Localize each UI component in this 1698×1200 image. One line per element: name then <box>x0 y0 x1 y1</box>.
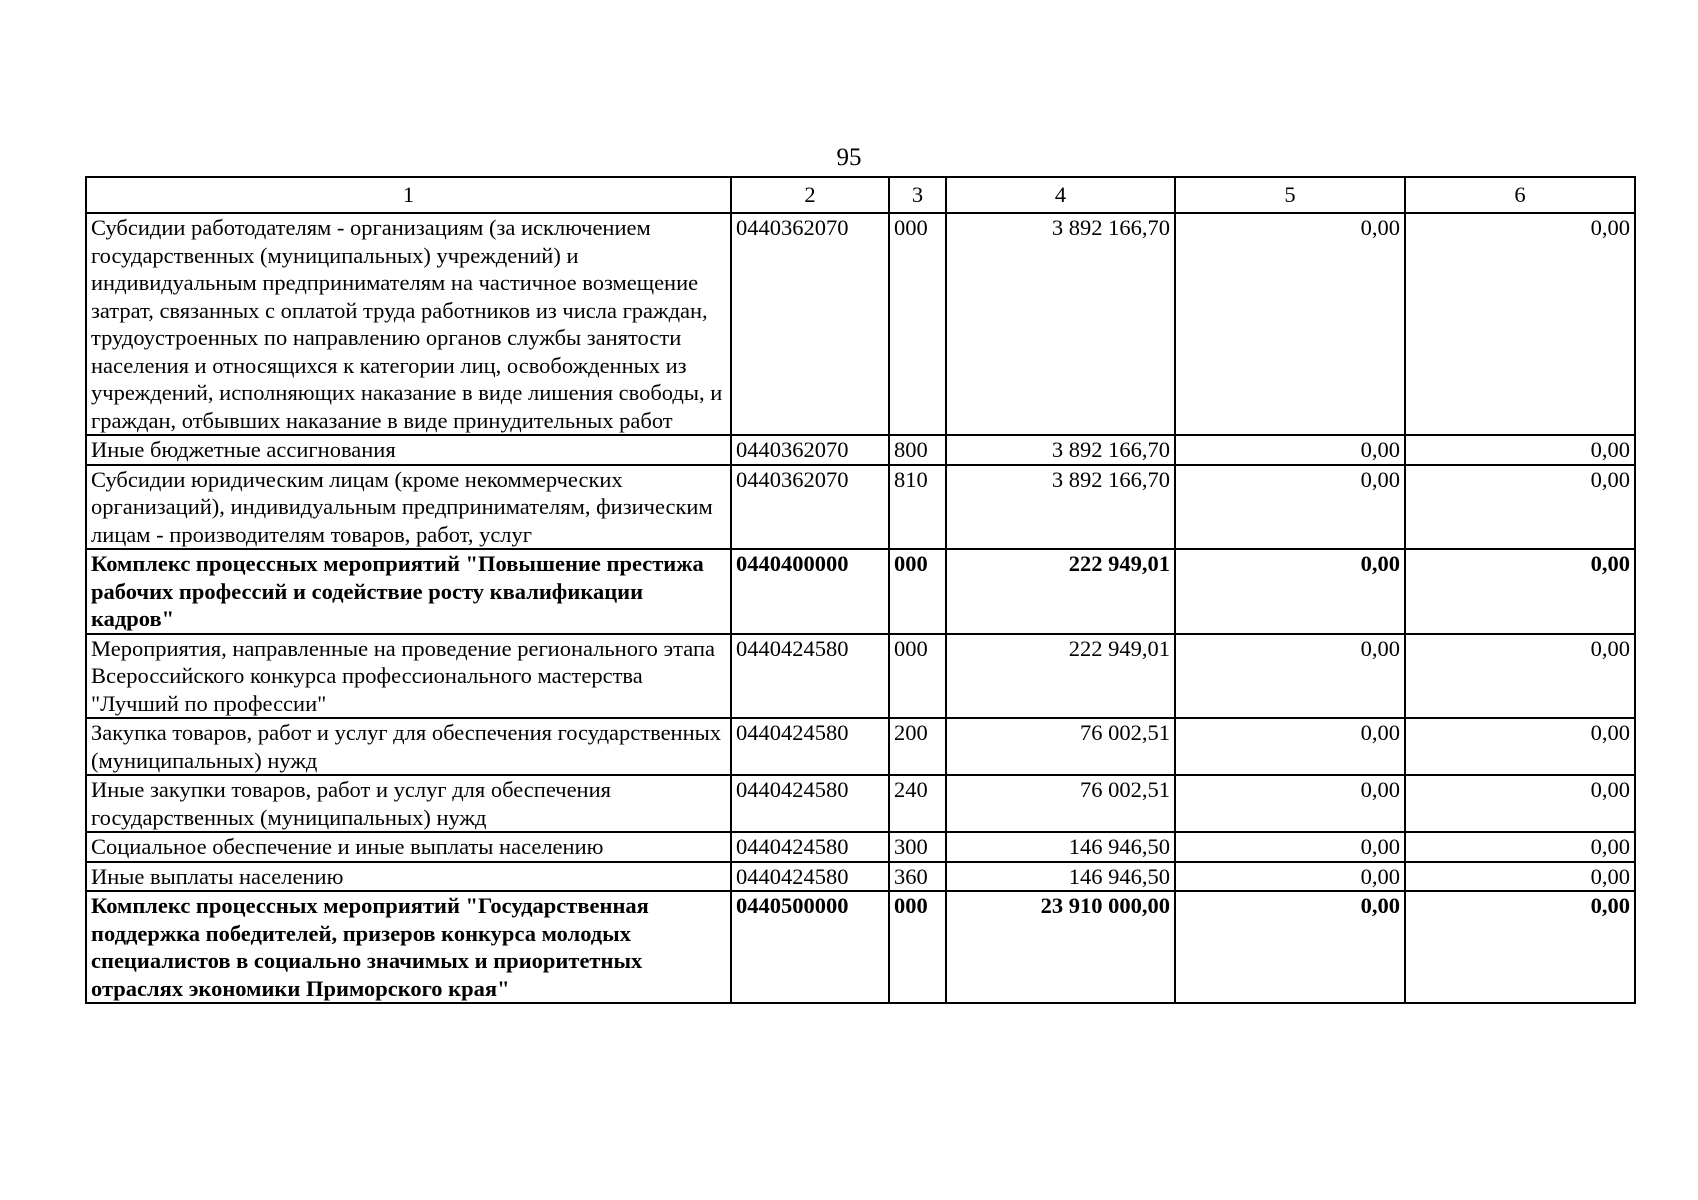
row-name: Комплекс процессных мероприятий "Государственная поддержка победителей, призеров конкурса молодых специалистов в социально значимых и приоритетных отраслях экономики Приморского края" <box>86 891 731 1003</box>
row-value-col5: 0,00 <box>1175 465 1405 550</box>
row-value-col6: 0,00 <box>1405 634 1635 719</box>
row-expense-type: 800 <box>889 435 946 465</box>
row-value-col5: 0,00 <box>1175 549 1405 634</box>
table-row <box>86 465 1635 550</box>
table-row <box>86 832 1635 862</box>
row-expense-type: 360 <box>889 862 946 892</box>
row-value-col6: 0,00 <box>1405 435 1635 465</box>
budget-table <box>85 176 1636 1004</box>
row-expense-type: 810 <box>889 465 946 550</box>
row-value-col6: 0,00 <box>1405 213 1635 435</box>
row-value-col6: 0,00 <box>1405 465 1635 550</box>
row-value-col6: 0,00 <box>1405 718 1635 775</box>
row-value-col4: 76 002,51 <box>946 775 1175 832</box>
row-value-col5: 0,00 <box>1175 891 1405 1003</box>
row-value-col4: 146 946,50 <box>946 832 1175 862</box>
row-value-col6: 0,00 <box>1405 832 1635 862</box>
row-value-col4: 76 002,51 <box>946 718 1175 775</box>
table-header-row <box>86 177 1635 213</box>
row-code: 0440424580 <box>731 832 889 862</box>
row-name: Закупка товаров, работ и услуг для обеспечения государственных (муниципальных) нужд <box>86 718 731 775</box>
column-header-2: 2 <box>731 177 889 213</box>
row-name: Мероприятия, направленные на проведение регионального этапа Всероссийского конкурса профессионального мастерства "Лучший по профессии" <box>86 634 731 719</box>
row-value-col5: 0,00 <box>1175 862 1405 892</box>
table-row <box>86 634 1635 719</box>
row-value-col4: 146 946,50 <box>946 862 1175 892</box>
column-header-3: 3 <box>889 177 946 213</box>
page-number: 95 <box>836 144 862 171</box>
row-expense-type: 000 <box>889 213 946 435</box>
row-code: 0440424580 <box>731 718 889 775</box>
table-body <box>86 213 1635 1003</box>
row-value-col5: 0,00 <box>1175 435 1405 465</box>
row-value-col4: 3 892 166,70 <box>946 213 1175 435</box>
row-code: 0440362070 <box>731 435 889 465</box>
table-row <box>86 435 1635 465</box>
row-expense-type: 000 <box>889 891 946 1003</box>
row-name: Комплекс процессных мероприятий "Повышение престижа рабочих профессий и содействие росту квалификации кадров" <box>86 549 731 634</box>
table-row <box>86 862 1635 892</box>
column-header-1: 1 <box>86 177 731 213</box>
row-value-col6: 0,00 <box>1405 862 1635 892</box>
row-name: Иные бюджетные ассигнования <box>86 435 731 465</box>
row-name: Иные выплаты населению <box>86 862 731 892</box>
row-name: Иные закупки товаров, работ и услуг для обеспечения государственных (муниципальных) нужд <box>86 775 731 832</box>
row-code: 0440424580 <box>731 775 889 832</box>
row-value-col5: 0,00 <box>1175 634 1405 719</box>
table-row <box>86 718 1635 775</box>
column-header-4: 4 <box>946 177 1175 213</box>
row-value-col6: 0,00 <box>1405 549 1635 634</box>
row-expense-type: 240 <box>889 775 946 832</box>
row-value-col5: 0,00 <box>1175 213 1405 435</box>
row-expense-type: 000 <box>889 549 946 634</box>
row-code: 0440362070 <box>731 213 889 435</box>
row-value-col4: 23 910 000,00 <box>946 891 1175 1003</box>
table-row <box>86 213 1635 435</box>
table-row <box>86 891 1635 1003</box>
table-row <box>86 775 1635 832</box>
row-value-col4: 222 949,01 <box>946 549 1175 634</box>
row-value-col6: 0,00 <box>1405 891 1635 1003</box>
row-value-col5: 0,00 <box>1175 775 1405 832</box>
row-expense-type: 000 <box>889 634 946 719</box>
row-value-col4: 3 892 166,70 <box>946 465 1175 550</box>
table-row <box>86 549 1635 634</box>
row-name: Субсидии работодателям - организациям (за исключением государственных (муниципальных) учреждений) и индивидуальным предпринимателям на частичное возмещение затрат, связанных с оплатой труда работников из числа граждан, трудоустроенных по направлению органов службы занятости населения и относящихся к категории лиц, освобожденных из учреждений, исполняющих наказание в виде лишения свободы, и граждан, отбывших наказание в виде принудительных работ <box>86 213 731 435</box>
row-value-col4: 222 949,01 <box>946 634 1175 719</box>
row-value-col5: 0,00 <box>1175 718 1405 775</box>
row-value-col6: 0,00 <box>1405 775 1635 832</box>
row-code: 0440362070 <box>731 465 889 550</box>
row-value-col4: 3 892 166,70 <box>946 435 1175 465</box>
row-code: 0440400000 <box>731 549 889 634</box>
column-header-6: 6 <box>1405 177 1635 213</box>
row-name: Субсидии юридическим лицам (кроме некоммерческих организаций), индивидуальным предпринимателям, физическим лицам - производителям товаров, работ, услуг <box>86 465 731 550</box>
row-code: 0440424580 <box>731 862 889 892</box>
row-value-col5: 0,00 <box>1175 832 1405 862</box>
row-expense-type: 300 <box>889 832 946 862</box>
row-expense-type: 200 <box>889 718 946 775</box>
row-code: 0440424580 <box>731 634 889 719</box>
row-name: Социальное обеспечение и иные выплаты населению <box>86 832 731 862</box>
column-header-5: 5 <box>1175 177 1405 213</box>
row-code: 0440500000 <box>731 891 889 1003</box>
